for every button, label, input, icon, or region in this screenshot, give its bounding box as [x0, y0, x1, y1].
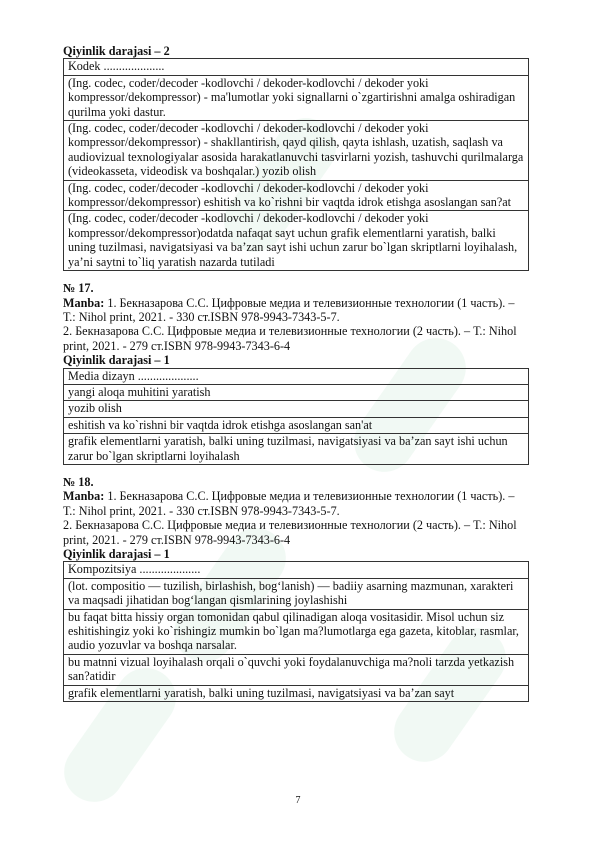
source-item: 1. Бекназарова С.С. Цифровые медиа и телевизионные технологии (1 часть). – Т.: Nihol print, 2021. - 330 ст.ISBN 978-9943-7343-5-7.	[63, 295, 515, 324]
source-item: 1. Бекназарова С.С. Цифровые медиа и телевизионные технологии (1 часть). – Т.: Nihol print, 2021. - 330 ст.ISBN 978-9943-7343-5-7.	[63, 489, 515, 518]
difficulty-level: Qiyinlik darajasi – 1	[63, 547, 170, 561]
question-table	[63, 561, 529, 702]
difficulty-level: Qiyinlik darajasi – 1	[63, 353, 170, 368]
answer-option: bu matnni vizual loyihalash orqali o`quvchi yoki foydalanuvchiga ma?noli tarzda yetkazish san?atidir	[64, 654, 529, 685]
question-stem: Kodek ....................	[64, 59, 529, 75]
question-number: № 17.	[63, 281, 94, 296]
question-table	[63, 368, 529, 465]
question-stem: Media dizayn ....................	[64, 368, 529, 384]
answer-option: (Ing. codec, coder/decoder -kodlovchi / dekoder-kodlovchi / dekoder yoki kompressor/dekompressor) eshitish va ko`rishni bir vaqtda idrok etishga asoslangan san?at	[64, 180, 529, 211]
answer-option: bu faqat bitta hissiy organ tomonidan qabul qilinadigan aloqa vositasidir. Misol uchun siz eshitishingiz yoki ko`rishingiz mumkin bo`lgan ma?lumotlarga ega gazeta, kitoblar, rasmlar, audio yozuvlar va boshqa narsalar.	[64, 609, 529, 654]
source-label: Manba:	[63, 295, 105, 310]
answer-option: (lot. compositio — tuzilish, birlashish, bog‘lanish) — badiiy asarning mazmunan, xarakteri va maqsadi jihatidan bog‘langan qismlarining joylashishi	[64, 578, 529, 609]
answer-option: yozib olish	[64, 401, 529, 417]
source-item: 2. Бекназарова С.С. Цифровые медиа и телевизионные технологии (2 часть). – Т.: Nihol print, 2021. - 279 ст.ISBN 978-9943-7343-6-4	[63, 324, 517, 353]
answer-option: yangi aloqa muhitini yaratish	[64, 384, 529, 400]
difficulty-level: Qiyinlik darajasi – 2	[63, 44, 170, 58]
source-reference	[63, 296, 529, 325]
document-page	[63, 44, 529, 702]
answer-option: grafik elementlarni yaratish, balki uning tuzilmasi, navigatsiyasi va ba’zan sayt	[64, 685, 529, 701]
question-table	[63, 58, 529, 271]
answer-option: (Ing. codec, coder/decoder -kodlovchi / dekoder-kodlovchi / dekoder yoki kompressor/dekompressor) - ma'lumotlar yoki signallarni o`zgartirishni amalga oshiradigan qurilma yoki dastur.	[64, 75, 529, 120]
source-label: Manba:	[63, 489, 105, 504]
source-item: 2. Бекназарова С.С. Цифровые медиа и телевизионные технологии (2 часть). – Т.: Nihol print, 2021. - 279 ст.ISBN 978-9943-7343-6-4	[63, 518, 517, 547]
answer-option: (Ing. codec, coder/decoder -kodlovchi / dekoder-kodlovchi / dekoder yoki kompressor/dekompressor)odatda nafaqat sayt uchun grafik elementlarni yaratish, balki uning tuzilmasi, navigatsiyasi va ba’zan sayt ishi uchun zarur bo`lgan skriptlarni loyihalash, ya’ni saytni to`liq yaratish nazarda tutiladi	[64, 211, 529, 271]
page-number: 7	[295, 795, 301, 806]
question-stem: Kompozitsiya ....................	[64, 562, 529, 578]
answer-option: eshitish va ko`rishni bir vaqtda idrok etishga asoslangan san'at	[64, 417, 529, 433]
source-reference	[63, 489, 529, 518]
question-number: № 18.	[63, 474, 94, 489]
answer-option: grafik elementlarni yaratish, balki uning tuzilmasi, navigatsiyasi va ba’zan sayt ishi uchun zarur bo`lgan skriptlarni loyihalash	[64, 434, 529, 465]
answer-option: (Ing. codec, coder/decoder -kodlovchi / dekoder-kodlovchi / dekoder yoki kompressor/dekompressor) - shakllantirish, qayd qilish, qayta ishlash, uzatish, saqlash va audiovizual texnologiyalar asosida harakatlanuvchi tasvirlarni yozish, tashuvchi qurilmalarga (videokasseta, videodisk va boshqalar.) yozib olish	[64, 121, 529, 181]
